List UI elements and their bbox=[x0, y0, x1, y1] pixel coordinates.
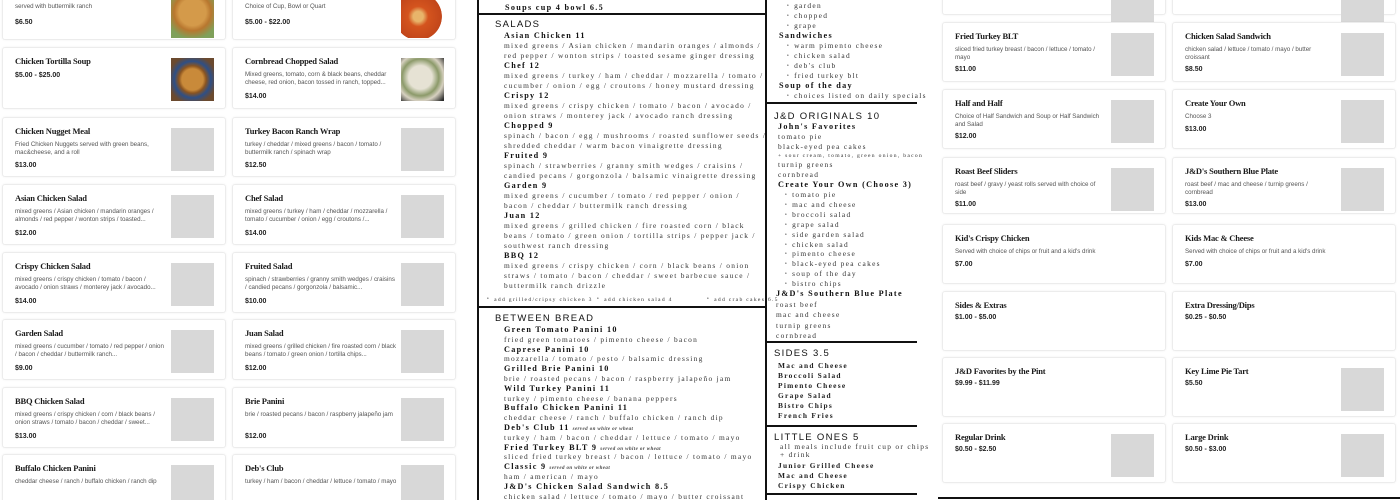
menu-item-name: Buffalo Chicken Panini bbox=[15, 463, 96, 473]
image-placeholder bbox=[401, 195, 444, 238]
menu-card-fruited-salad[interactable] bbox=[232, 252, 456, 313]
menu-item-name: J&D Favorites by the Pint bbox=[955, 366, 1046, 376]
menu-card-kids-mac-cheese[interactable] bbox=[1172, 224, 1396, 284]
menu-item-name: Chef Salad bbox=[245, 193, 283, 203]
menu-item-price: $6.50 bbox=[15, 19, 33, 26]
board-list-item: • pimento cheese bbox=[785, 249, 856, 258]
menu-item-price: $12.00 bbox=[15, 230, 37, 237]
salad-ingredients: spinach / strawberries / granny smith wedges / craisins / bbox=[504, 161, 744, 170]
menu-item-name: Brie Panini bbox=[245, 396, 285, 406]
salad-ingredients: straws / tomato / bacon / cheddar / sweet barbecue sauce / bbox=[504, 271, 751, 280]
side-item: Mac and Cheese bbox=[778, 361, 848, 370]
menu-item-description: turkey / ham / bacon / cheddar / lettuce / tomato / mayo bbox=[245, 478, 397, 485]
menu-item-name: Deb's Club bbox=[245, 463, 284, 473]
board-list-item: • garden bbox=[787, 1, 822, 10]
menu-card-j-d-s-southern-blue-plate[interactable] bbox=[1172, 157, 1396, 214]
menu-card-create-your-own[interactable] bbox=[1172, 89, 1396, 149]
salad-ingredients: mixed greens / crispy chicken / corn / black beans / onion bbox=[504, 261, 750, 270]
menu-item-name: Fried Turkey BLT bbox=[955, 31, 1019, 41]
salad-title: Garden 9 bbox=[504, 181, 548, 190]
menu-item-description: turkey / cheddar / mixed greens / bacon / tomato / buttermilk ranch / spinach wrap bbox=[245, 141, 382, 157]
menu-item-name: Create Your Own bbox=[1185, 98, 1246, 108]
kids-item: Crispy Chicken bbox=[778, 481, 846, 490]
image-placeholder bbox=[401, 465, 444, 500]
side-item: Grape Salad bbox=[778, 391, 832, 400]
board-list-item: • chopped bbox=[787, 11, 828, 20]
image-placeholder bbox=[171, 398, 214, 441]
menu-card-juan-salad[interactable] bbox=[232, 319, 456, 380]
sandwich-note: served on white or wheat bbox=[572, 427, 634, 432]
menu-item-name: Chicken Tortilla Soup bbox=[15, 56, 91, 66]
board-list-item: tomato pie bbox=[778, 132, 823, 141]
salad-addon: • add chicken salad 4 bbox=[597, 297, 673, 303]
menu-item-price: $14.00 bbox=[245, 93, 267, 100]
salad-title: Asian Chicken 11 bbox=[504, 31, 586, 40]
board-subheading: J&D's Southern Blue Plate bbox=[776, 289, 903, 298]
menu-item-price: $12.00 bbox=[245, 433, 267, 440]
menu-item-description: Served with choice of chips or fruit and a kid's drink bbox=[955, 248, 1096, 255]
menu-card-key-lime-pie-tart[interactable] bbox=[1172, 357, 1396, 417]
board-note: + sour cream, tomato, green onion, bacon bbox=[778, 153, 924, 159]
board-note: all meals include fruit cup or chips bbox=[780, 442, 930, 451]
salad-ingredients: mixed greens / cucumber / tomato / red pepper / onion / bbox=[504, 191, 740, 200]
menu-item-price: $11.00 bbox=[955, 66, 977, 73]
menu-item-description: cheddar cheese / ranch / buffalo chicken / ranch dip bbox=[15, 478, 157, 485]
board-list-item: cornbread bbox=[776, 331, 818, 340]
food-photo bbox=[171, 0, 214, 38]
menu-item-price: $13.00 bbox=[15, 433, 37, 440]
salad-ingredients: buttermilk ranch drizzle bbox=[504, 281, 607, 290]
board-list-item: cornbread bbox=[778, 170, 820, 179]
sandwich-ingredients: sliced fried turkey breast / bacon / lettuce / tomato / mayo bbox=[504, 452, 753, 462]
board-list-item: • deb's club bbox=[787, 61, 837, 70]
menu-item-description: mixed greens / cucumber / tomato / red pepper / onion / bacon / cheddar / buttermilk ranch... bbox=[15, 343, 164, 359]
board-list-item: • grape bbox=[787, 21, 817, 30]
menu-card-half-and-half[interactable] bbox=[942, 89, 1166, 149]
board-subheading: John's Favorites bbox=[778, 122, 857, 131]
sandwich-title-text: Fried Turkey BLT 9 bbox=[504, 442, 598, 452]
menu-card-cornbread-chopped-salad[interactable] bbox=[232, 47, 456, 109]
menu-card-bbq-chicken-salad[interactable] bbox=[2, 387, 226, 448]
salad-title: Crispy 12 bbox=[504, 91, 550, 100]
menu-item-description: mixed greens / turkey / ham / cheddar / mozzarella / tomato / cucumber / onion / egg / croutons /... bbox=[245, 208, 388, 224]
menu-item-price: $7.00 bbox=[955, 261, 973, 268]
board-rule bbox=[765, 341, 917, 343]
soups-price-line: Soups cup 4 bowl 6.5 bbox=[505, 3, 605, 12]
image-placeholder bbox=[401, 263, 444, 306]
menu-card-garden-salad[interactable] bbox=[2, 319, 226, 380]
board-list-item: mac and cheese bbox=[776, 310, 841, 319]
menu-card-crispy-chicken-salad[interactable] bbox=[2, 252, 226, 313]
menu-item-name: Fruited Salad bbox=[245, 261, 293, 271]
board-list-item: • chicken salad bbox=[785, 240, 849, 249]
side-item: Pimento Cheese bbox=[778, 381, 847, 390]
menu-card-partial-0[interactable] bbox=[232, 0, 456, 40]
side-item: French Fries bbox=[778, 411, 834, 420]
menu-item-name: Garden Salad bbox=[15, 328, 63, 338]
image-placeholder bbox=[1341, 33, 1384, 76]
image-placeholder bbox=[1341, 434, 1384, 477]
menu-card-partial-0[interactable] bbox=[2, 0, 226, 40]
board-list-item: black-eyed pea cakes bbox=[778, 142, 867, 151]
board-list-item: roast beef bbox=[776, 299, 818, 309]
menu-item-description: chicken salad / lettuce / tomato / mayo / butter croissant bbox=[1185, 46, 1312, 62]
menu-card-roast-beef-sliders[interactable] bbox=[942, 157, 1166, 214]
menu-item-price: $9.99 - $11.99 bbox=[955, 380, 1000, 387]
sandwich-title bbox=[504, 462, 610, 471]
menu-item-price: $9.00 bbox=[15, 365, 33, 372]
salad-ingredients: red pepper / wonton strips / toasted sesame ginger dressing bbox=[504, 51, 755, 60]
menu-item-name: Chicken Salad Sandwich bbox=[1185, 31, 1271, 41]
salad-ingredients: shredded cheddar / warm bacon vinaigrette dressing bbox=[504, 141, 723, 150]
menu-card-j-d-favorites-by-the-pint[interactable] bbox=[942, 357, 1166, 417]
menu-item-name: BBQ Chicken Salad bbox=[15, 396, 85, 406]
menu-item-price: $12.00 bbox=[245, 365, 267, 372]
image-placeholder bbox=[171, 465, 214, 500]
board-rule bbox=[477, 306, 767, 308]
image-placeholder bbox=[1111, 33, 1154, 76]
board-subheading: Sandwiches bbox=[779, 31, 833, 40]
sandwich-ingredients: turkey / pimento cheese / banana peppers bbox=[504, 393, 678, 403]
menu-card-kid-s-crispy-chicken[interactable] bbox=[942, 224, 1166, 284]
board-list-item: • warm pimento cheese bbox=[787, 41, 883, 50]
sandwich-title: J&D's Chicken Salad Sandwich 8.5 bbox=[504, 481, 670, 491]
menu-item-name: Key Lime Pie Tart bbox=[1185, 366, 1249, 376]
board-list-item: turnip greens bbox=[776, 320, 832, 330]
salad-title: BBQ 12 bbox=[504, 251, 540, 260]
salad-ingredients: mixed greens / grilled chicken / fire roasted corn / black bbox=[504, 221, 745, 230]
sandwich-title bbox=[504, 443, 661, 452]
salad-title: Fruited 9 bbox=[504, 151, 549, 160]
menu-item-description: mixed greens / grilled chicken / fire roasted corn / black beans / tomato / green onion / tortilla chips... bbox=[245, 343, 396, 359]
menu-item-price: $0.50 - $2.50 bbox=[955, 446, 997, 453]
sandwich-ingredients: chicken salad / lettuce / tomato / mayo / butter croissant bbox=[504, 491, 745, 500]
section-title-little-ones: LITTLE ONES 5 bbox=[774, 432, 860, 443]
board-list-item: • broccoli salad bbox=[785, 210, 852, 219]
board-list-item: • mac and cheese bbox=[785, 200, 857, 209]
board-list-item: • fried turkey blt bbox=[787, 71, 859, 80]
menu-card-chicken-tortilla-soup[interactable] bbox=[2, 47, 226, 109]
salad-ingredients: onion straws / monterey jack / avocado ranch dressing bbox=[504, 111, 734, 120]
menu-item-price: $14.00 bbox=[245, 230, 267, 237]
menu-item-price: $5.50 bbox=[1185, 380, 1203, 387]
section-title-salads: SALADS bbox=[495, 19, 541, 30]
kids-item: Junior Grilled Cheese bbox=[778, 461, 875, 470]
menu-item-price: $10.00 bbox=[245, 298, 267, 305]
menu-item-price: $14.00 bbox=[15, 298, 37, 305]
menu-item-description: served with buttermilk ranch bbox=[15, 3, 93, 10]
board-list-item: • side garden salad bbox=[785, 230, 865, 239]
menu-item-description: Choice of Half Sandwich and Soup or Half Sandwich and Salad bbox=[955, 113, 1100, 129]
menu-card-partial-0[interactable] bbox=[942, 0, 1166, 15]
board-list-item: • grape salad bbox=[785, 220, 840, 229]
menu-item-name: Chicken Nugget Meal bbox=[15, 126, 91, 136]
salad-ingredients: mixed greens / Asian chicken / mandarin oranges / almonds / bbox=[504, 41, 761, 50]
salad-ingredients: mixed greens / crispy chicken / tomato / bacon / avocado / bbox=[504, 101, 752, 110]
menu-item-description: Mixed greens, tomato, corn & black beans, cheddar cheese, red onion, bacon tossed in ranch, topped... bbox=[245, 71, 387, 87]
menu-item-description: Choose 3 bbox=[1185, 113, 1212, 120]
sandwich-title: Grilled Brie Panini 10 bbox=[504, 364, 610, 374]
menu-item-price: $5.00 - $25.00 bbox=[15, 72, 61, 79]
menu-item-description: mixed greens / Asian chicken / mandarin oranges / almonds / red pepper / wonton strips / toasted... bbox=[15, 208, 154, 224]
salad-title: Chopped 9 bbox=[504, 121, 554, 130]
menu-item-price: $13.00 bbox=[15, 162, 37, 169]
salad-ingredients: spinach / bacon / egg / mushrooms / roasted sunflower seeds / bbox=[504, 131, 767, 140]
food-photo bbox=[401, 58, 444, 101]
menu-item-price: $0.50 - $3.00 bbox=[1185, 446, 1227, 453]
menu-item-description: Served with choice of chips or fruit and a kid's drink bbox=[1185, 248, 1326, 255]
menu-card-chicken-salad-sandwich[interactable] bbox=[1172, 22, 1396, 82]
board-list-item: • choices listed on daily specials bbox=[787, 91, 927, 100]
section-title-sides: SIDES 3.5 bbox=[774, 348, 831, 359]
menu-card-fried-turkey-blt[interactable] bbox=[942, 22, 1166, 82]
board-list-item: turnip greens bbox=[778, 160, 834, 169]
menu-card-brie-panini[interactable] bbox=[232, 387, 456, 448]
salad-ingredients: cucumber / onion / egg / croutons / honey mustard dressing bbox=[504, 81, 755, 90]
menu-item-name: Cornbread Chopped Salad bbox=[245, 56, 339, 66]
board-list-item: • soup of the day bbox=[785, 269, 857, 278]
menu-card-regular-drink[interactable] bbox=[942, 423, 1166, 483]
menu-item-price: $13.00 bbox=[1185, 126, 1207, 133]
board-rule bbox=[477, 0, 479, 500]
board-rule bbox=[765, 102, 917, 104]
sandwich-title: Buffalo Chicken Panini 11 bbox=[504, 403, 629, 413]
menu-item-description: mixed greens / crispy chicken / tomato / bacon / avocado / onion straws / monterey jack / avocado... bbox=[15, 276, 156, 292]
menu-item-name: Crispy Chicken Salad bbox=[15, 261, 91, 271]
menu-item-description: mixed greens / crispy chicken / corn / black beans / onion straws / tomato / bacon / cheddar / sweet... bbox=[15, 411, 155, 427]
salad-title: Chef 12 bbox=[504, 61, 541, 70]
sandwich-title: Caprese Panini 10 bbox=[504, 344, 590, 354]
menu-item-name: Half and Half bbox=[955, 98, 1003, 108]
salad-ingredients: mixed greens / turkey / ham / cheddar / mozzarella / tomato / bbox=[504, 71, 764, 80]
sandwich-title-text: Classic 9 bbox=[504, 462, 547, 472]
side-item: Bistro Chips bbox=[778, 401, 834, 410]
sandwich-ingredients: ham / american / mayo bbox=[504, 472, 600, 481]
menu-item-description: roast beef / gravy / yeast rolls served with choice of side bbox=[955, 181, 1096, 197]
image-placeholder bbox=[171, 330, 214, 373]
salad-ingredients: bacon / cheddar / buttermilk ranch dressing bbox=[504, 201, 688, 210]
menu-item-price: $11.00 bbox=[955, 201, 977, 208]
menu-card-asian-chicken-salad[interactable] bbox=[2, 184, 226, 245]
image-placeholder bbox=[171, 195, 214, 238]
sandwich-title-text: Deb's Club 11 bbox=[504, 423, 570, 432]
menu-card-extra-dressing-dips[interactable] bbox=[1172, 291, 1396, 351]
board-list-item: • chicken salad bbox=[787, 51, 851, 60]
salad-ingredients: beans / tomato / green onion / tortilla strips / pepper jack / bbox=[504, 231, 756, 240]
menu-item-name: Turkey Bacon Ranch Wrap bbox=[245, 126, 341, 136]
image-placeholder bbox=[401, 330, 444, 373]
sandwich-title bbox=[504, 423, 633, 432]
sandwich-ingredients: fried green tomatoes / pimento cheese / bacon bbox=[504, 334, 699, 344]
menu-card-sides-extras[interactable] bbox=[942, 291, 1166, 351]
menu-card-deb-s-club[interactable] bbox=[232, 454, 456, 500]
sandwich-ingredients: cheddar cheese / ranch / buffalo chicken / ranch dip bbox=[504, 413, 724, 423]
menu-card-buffalo-chicken-panini[interactable] bbox=[2, 454, 226, 500]
menu-card-large-drink[interactable] bbox=[1172, 423, 1396, 483]
image-placeholder bbox=[1341, 100, 1384, 143]
menu-item-price: $12.50 bbox=[245, 162, 267, 169]
menu-item-description: spinach / strawberries / granny smith wedges / craisins / candied pecans / gorgonzola / balsamic... bbox=[245, 276, 395, 292]
menu-item-price: $5.00 - $22.00 bbox=[245, 19, 291, 26]
menu-item-price: $1.00 - $5.00 bbox=[955, 314, 997, 321]
kids-item: Mac and Cheese bbox=[778, 471, 848, 480]
menu-item-description: brie / roasted pecans / bacon / raspberry jalapeño jam bbox=[245, 411, 393, 418]
image-placeholder bbox=[1111, 168, 1154, 211]
menu-item-description: Fried Chicken Nuggets served with green beans, mac&cheese, and a roll bbox=[15, 141, 149, 157]
menu-item-price: $0.25 - $0.50 bbox=[1185, 314, 1227, 321]
menu-item-name: Asian Chicken Salad bbox=[15, 193, 87, 203]
menu-card-turkey-bacon-ranch-wrap[interactable] bbox=[232, 117, 456, 177]
board-subheading: Soup of the day bbox=[779, 81, 853, 90]
menu-board-image bbox=[477, 0, 937, 500]
image-placeholder bbox=[1341, 168, 1384, 211]
menu-item-name: Kid's Crispy Chicken bbox=[955, 233, 1030, 243]
section-title-between-bread: BETWEEN BREAD bbox=[495, 313, 595, 324]
menu-item-name: Kids Mac & Cheese bbox=[1185, 233, 1254, 243]
menu-item-name: Juan Salad bbox=[245, 328, 284, 338]
sandwich-title: Green Tomato Panini 10 bbox=[504, 325, 618, 334]
salad-ingredients: southwest ranch dressing bbox=[504, 241, 610, 250]
board-list-item: • bistro chips bbox=[785, 279, 842, 288]
menu-item-name: J&D's Southern Blue Plate bbox=[1185, 166, 1278, 176]
section-title-originals: J&D ORIGINALS 10 bbox=[774, 111, 881, 122]
sandwich-ingredients: turkey / ham / bacon / cheddar / lettuce / tomato / mayo bbox=[504, 432, 741, 442]
menu-item-price: $13.00 bbox=[1185, 201, 1207, 208]
board-rule bbox=[477, 13, 767, 15]
board-rule bbox=[765, 425, 917, 427]
sandwich-note: served on white or wheat bbox=[549, 466, 611, 472]
image-placeholder bbox=[1111, 100, 1154, 143]
menu-card-partial-0[interactable] bbox=[1172, 0, 1396, 15]
sandwich-ingredients: mozzarella / tomato / pesto / balsamic dressing bbox=[504, 354, 704, 364]
sandwich-title: Wild Turkey Panini 11 bbox=[504, 383, 611, 393]
menu-item-price: $12.00 bbox=[955, 133, 977, 140]
menu-item-name: Sides & Extras bbox=[955, 300, 1007, 310]
menu-item-name: Extra Dressing/Dips bbox=[1185, 300, 1255, 310]
sandwich-note: served on white or wheat bbox=[600, 446, 661, 452]
board-list-item: • black-eyed pea cakes bbox=[785, 259, 881, 268]
menu-card-chicken-nugget-meal[interactable] bbox=[2, 117, 226, 177]
menu-item-description: Choice of Cup, Bowl or Quart bbox=[245, 3, 326, 10]
menu-item-price: $7.00 bbox=[1185, 261, 1203, 268]
food-photo bbox=[401, 0, 444, 38]
salad-ingredients: candied pecans / gorgonzola / balsamic vinaigrette dressing bbox=[504, 171, 757, 180]
image-placeholder bbox=[171, 263, 214, 306]
image-placeholder bbox=[1341, 368, 1384, 411]
menu-item-description: sliced fried turkey breast / bacon / lettuce / tomato / mayo bbox=[955, 46, 1095, 62]
salad-title: Juan 12 bbox=[504, 211, 541, 220]
menu-item-name: Large Drink bbox=[1185, 432, 1229, 442]
menu-card-chef-salad[interactable] bbox=[232, 184, 456, 245]
board-subheading: Create Your Own (Choose 3) bbox=[778, 180, 913, 189]
menu-item-name: Roast Beef Sliders bbox=[955, 166, 1018, 176]
image-placeholder bbox=[401, 128, 444, 171]
salad-addon: • add grilled/cripsy chicken 3 bbox=[487, 297, 593, 303]
menu-item-description: roast beef / mac and cheese / turnip greens / cornbread bbox=[1185, 181, 1308, 197]
side-item: Broccoli Salad bbox=[778, 371, 842, 380]
board-list-item: • tomato pie bbox=[785, 190, 836, 199]
image-placeholder bbox=[401, 398, 444, 441]
board-note: + drink bbox=[780, 450, 811, 459]
sandwich-ingredients: brie / roasted pecans / bacon / raspberry jalapeño jam bbox=[504, 374, 732, 383]
salad-addon: • add crab cakes 6.5 bbox=[707, 297, 779, 303]
image-placeholder bbox=[1111, 434, 1154, 477]
footer-divider bbox=[938, 497, 1400, 499]
menu-item-name: Regular Drink bbox=[955, 432, 1006, 442]
image-placeholder bbox=[171, 128, 214, 171]
food-photo bbox=[171, 58, 214, 101]
menu-item-price: $8.50 bbox=[1185, 66, 1203, 73]
board-rule bbox=[765, 493, 917, 495]
